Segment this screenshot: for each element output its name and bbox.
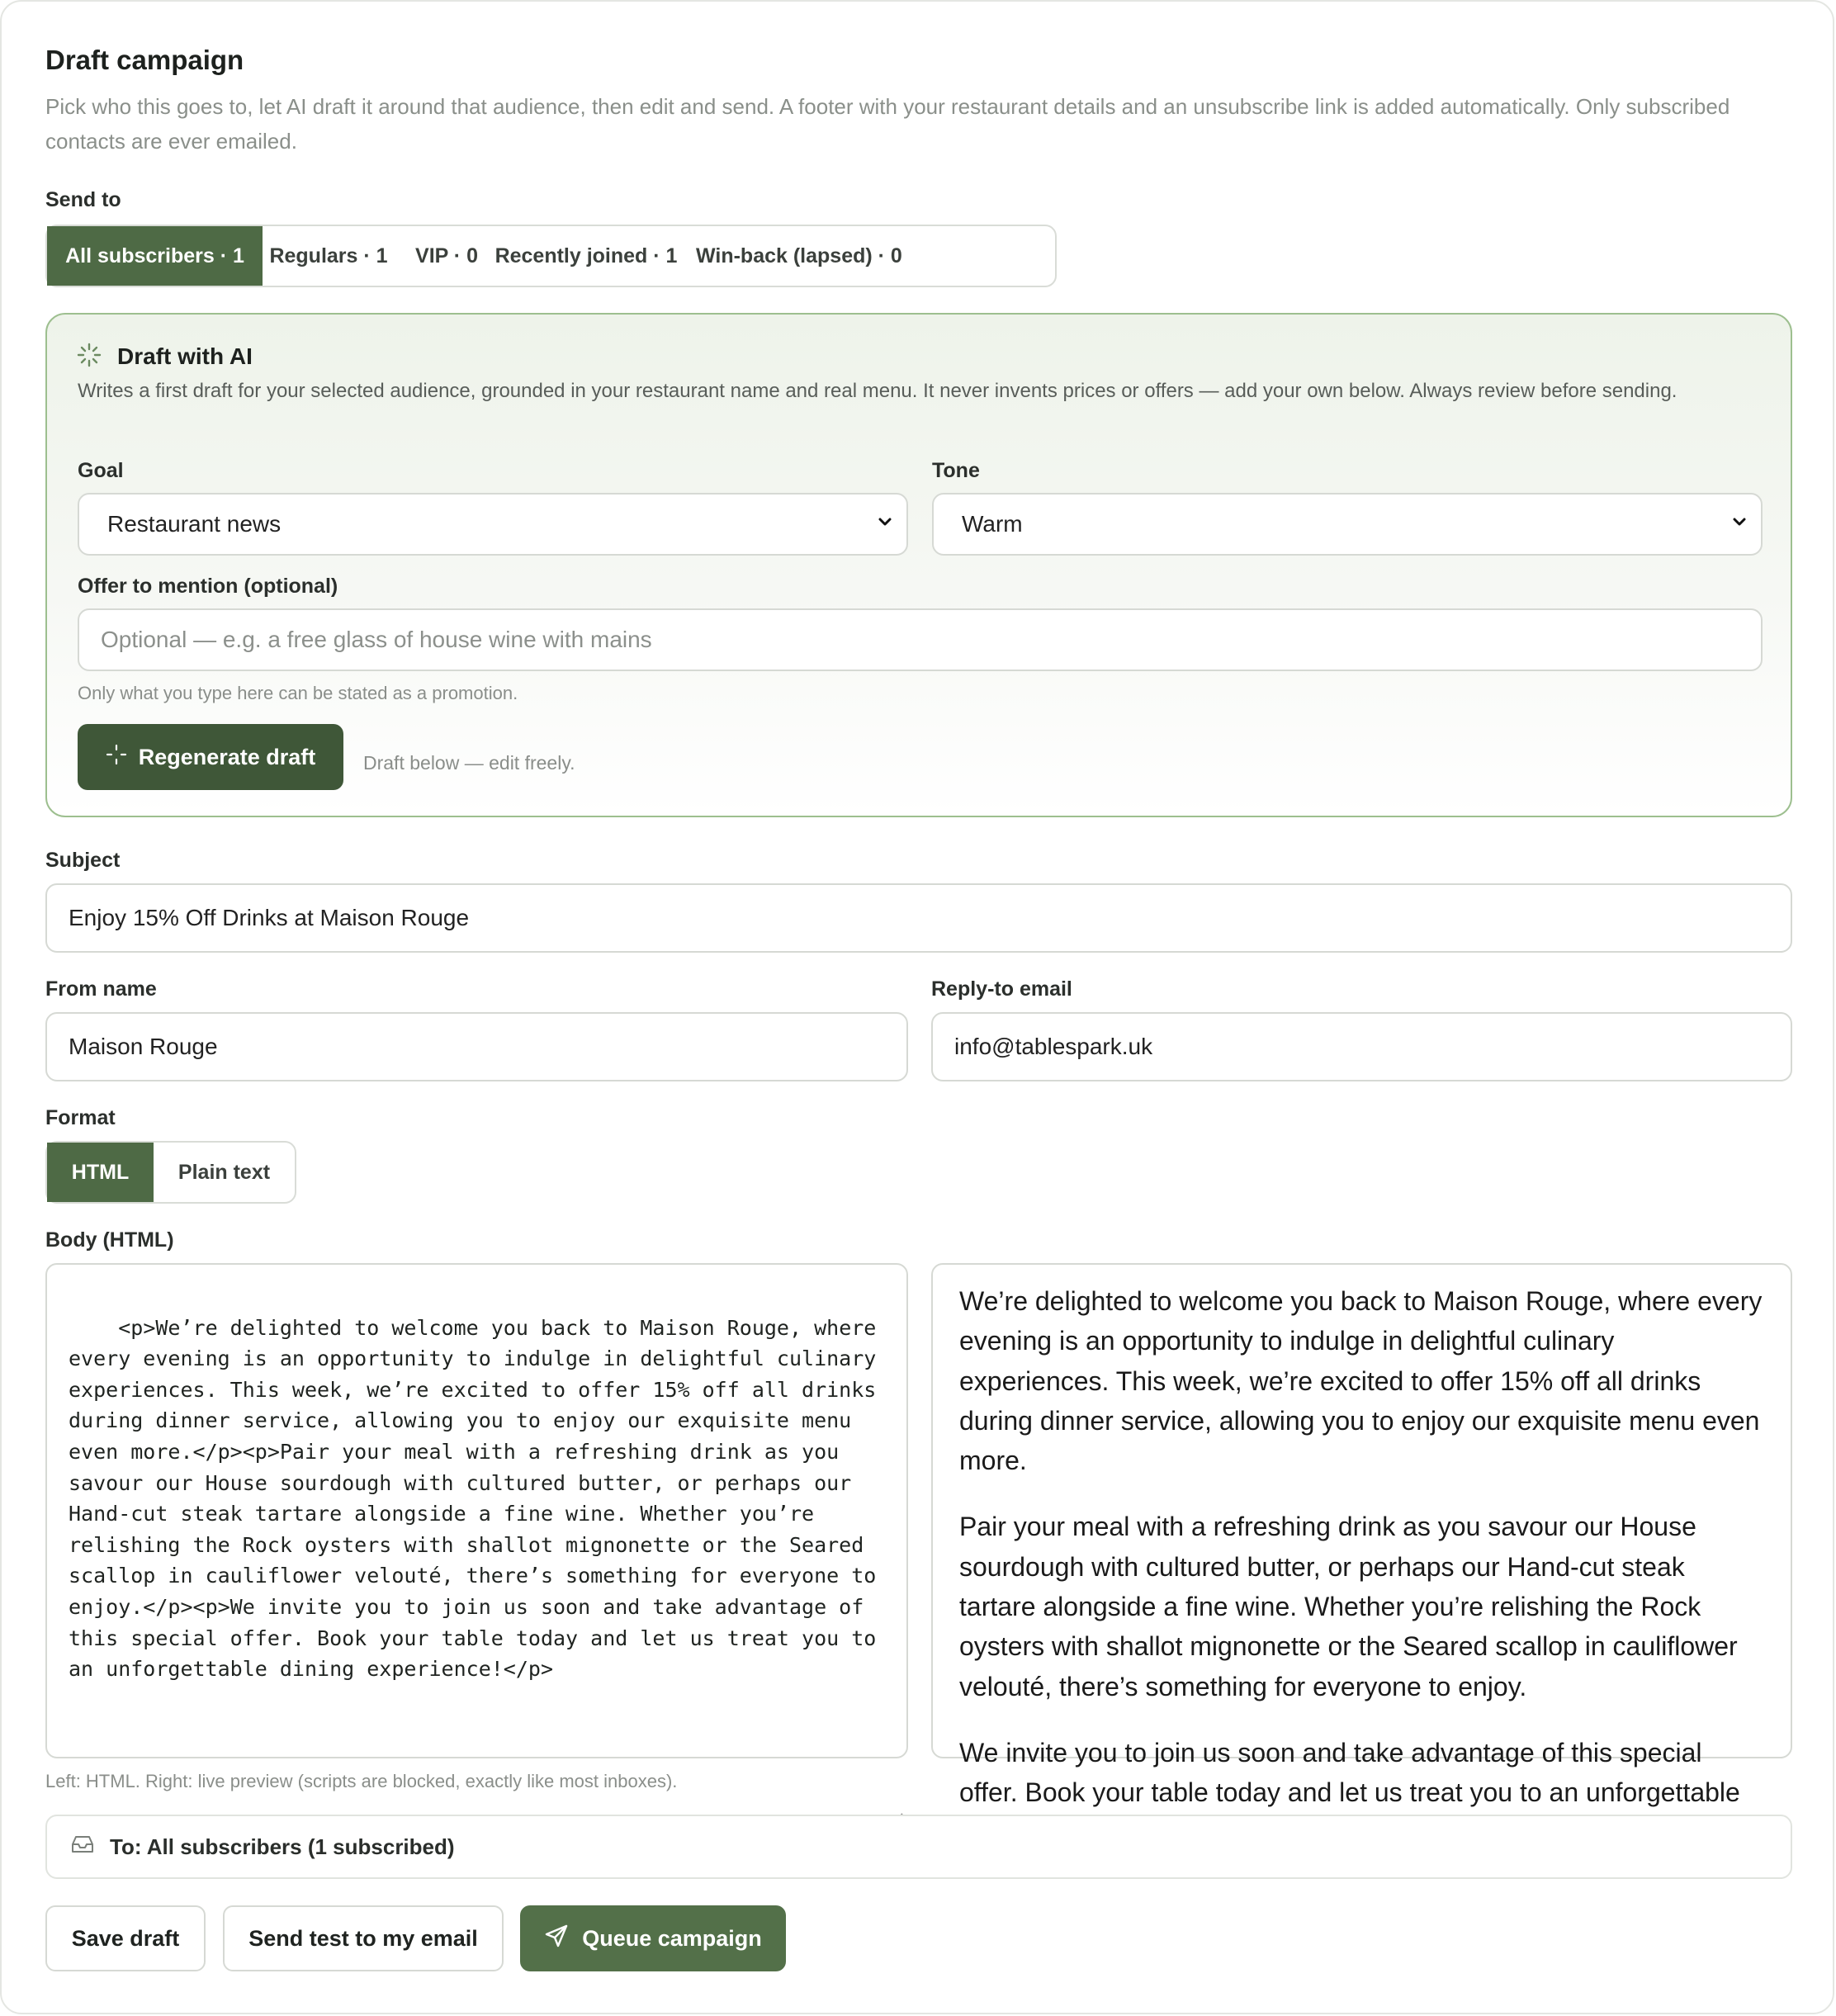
audience-option-all[interactable]: All subscribers · 1 bbox=[47, 226, 263, 286]
chevron-down-icon bbox=[1730, 511, 1749, 537]
recipients-text: To: All subscribers (1 subscribed) bbox=[110, 1834, 455, 1859]
goal-label: Goal bbox=[78, 459, 124, 482]
from-name-label: From name bbox=[45, 977, 157, 1001]
recipients-summary bbox=[45, 1815, 1792, 1879]
format-label: Format bbox=[45, 1106, 116, 1129]
queue-campaign-label: Queue campaign bbox=[582, 1925, 762, 1951]
subject-value: Enjoy 15% Off Drinks at Maison Rouge bbox=[69, 905, 470, 930]
audience-selector bbox=[45, 225, 1057, 287]
body-label: Body (HTML) bbox=[45, 1228, 174, 1252]
offer-input[interactable] bbox=[78, 608, 1763, 671]
inbox-icon bbox=[70, 1834, 95, 1861]
format-selector bbox=[45, 1141, 296, 1204]
body-hint: Left: HTML. Right: live preview (scripts are blocked, exactly like most inboxes). bbox=[45, 1771, 678, 1791]
regenerate-draft-button[interactable] bbox=[78, 724, 343, 790]
ai-panel-description: Writes a first draft for your selected audience, grounded in your restaurant name and real menu. It never invents prices or offers — add your own below. Always review before sending. bbox=[78, 380, 1677, 402]
body-html-source: <p>We’re delighted to welcome you back to Maison Rouge, where every evening is an opportunity to indulge in delightful culinary experiences. This week, we’re excited to offer 15% off all drinks during dinner service, allowing you to enjoy our exquisite menu even more.</p><p>Pair your meal with a refreshing drink as you savour our House sourdough with cultured butter, or perhaps our Hand-cut steak tartare alongside a fine wine. Whether you’re relishing the Rock oysters with shallot mignonette or the Seared scallop in cauliflower velouté, there’s something for everyone to enjoy.</p><p>We invite you to join us soon and take advantage of this special offer. Book your table today and let us treat you to an unforgettable dining experience!</p> bbox=[69, 1315, 889, 1682]
draft-status: Draft below — edit freely. bbox=[363, 752, 575, 774]
ai-draft-panel bbox=[45, 313, 1792, 817]
body-live-preview bbox=[931, 1263, 1792, 1808]
subject-input[interactable] bbox=[45, 883, 1792, 953]
ai-panel-title: Draft with AI bbox=[117, 343, 253, 369]
resize-handle-icon[interactable] bbox=[890, 1740, 903, 1753]
sparkle-icon bbox=[106, 744, 127, 771]
tone-select[interactable] bbox=[932, 493, 1763, 556]
from-name-value: Maison Rouge bbox=[69, 1034, 218, 1059]
chevron-down-icon bbox=[875, 511, 895, 537]
sparkle-icon bbox=[77, 343, 102, 367]
send-test-button[interactable]: Send test to my email bbox=[223, 1905, 504, 1971]
tone-label: Tone bbox=[932, 459, 980, 482]
body-html-editor[interactable] bbox=[45, 1263, 908, 1758]
reply-to-label: Reply-to email bbox=[931, 977, 1072, 1001]
subject-label: Subject bbox=[45, 849, 121, 872]
format-option-plain-text[interactable]: Plain text bbox=[177, 1160, 271, 1184]
tone-value: Warm bbox=[962, 511, 1023, 537]
send-to-label: Send to bbox=[45, 188, 121, 211]
save-draft-button[interactable]: Save draft bbox=[45, 1905, 206, 1971]
from-name-input[interactable] bbox=[45, 1012, 908, 1081]
reply-to-input[interactable] bbox=[931, 1012, 1792, 1081]
preview-paragraph: We invite you to join us soon and take advantage of this special offer. Book your table today and let us treat you to an unforgettable bbox=[959, 1737, 1740, 1808]
offer-label: Offer to mention (optional) bbox=[78, 575, 338, 598]
audience-option-regulars[interactable]: Regulars · 1 bbox=[269, 244, 388, 267]
page-title: Draft campaign bbox=[45, 45, 244, 75]
offer-placeholder: Optional — e.g. a free glass of house wine with mains bbox=[101, 627, 652, 652]
queue-campaign-button[interactable] bbox=[520, 1905, 786, 1971]
audience-option-vip[interactable]: VIP · 0 bbox=[415, 244, 478, 267]
goal-value: Restaurant news bbox=[107, 511, 282, 537]
page-intro: Pick who this goes to, let AI draft it around that audience, then edit and send. A footer with your restaurant details and an unsubscribe link is added automatically. Only subscribed contacts are ever emailed. bbox=[45, 94, 1730, 154]
reply-to-value: info@tablespark.uk bbox=[954, 1034, 1153, 1059]
preview-paragraph: We’re delighted to welcome you back to Maison Rouge, where every evening is an opportunity to indulge in delightful culinary experiences. This week, we’re excited to offer 15% off all drinks during dinner service, allowing you to enjoy our exquisite menu even more. bbox=[959, 1286, 1763, 1476]
preview-paragraph: Pair your meal with a refreshing drink as you savour our House sourdough with cultured butter, or perhaps our Hand-cut steak tartare alongside a fine wine. Whether you’re relishing the Rock oysters with shallot mignonette or the Seared scallop in cauliflower velouté, there’s something for everyone to enjoy. bbox=[959, 1512, 1738, 1701]
audience-option-recently-joined[interactable]: Recently joined · 1 bbox=[494, 244, 678, 267]
regenerate-draft-label: Regenerate draft bbox=[138, 744, 316, 769]
format-option-html[interactable]: HTML bbox=[47, 1143, 154, 1202]
audience-option-win-back[interactable]: Win-back (lapsed) · 0 bbox=[696, 244, 902, 267]
offer-hint: Only what you type here can be stated as a promotion. bbox=[78, 683, 518, 703]
send-icon bbox=[544, 1924, 569, 1954]
goal-select[interactable] bbox=[78, 493, 908, 556]
